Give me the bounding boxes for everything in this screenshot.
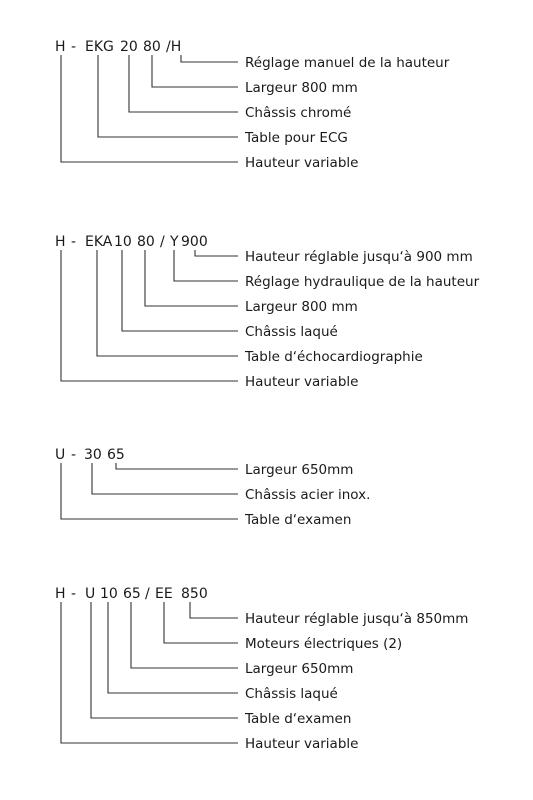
code-part: H	[55, 586, 66, 602]
item-label: Table d‘examen	[245, 711, 352, 727]
code-part: H	[55, 234, 66, 250]
connector-line	[108, 602, 238, 693]
item-label: Hauteur variable	[245, 155, 359, 171]
item-label: Hauteur réglable jusqu‘à 850mm	[245, 611, 469, 627]
connector-line	[181, 55, 238, 62]
item-label: Châssis laqué	[245, 686, 338, 702]
code-part: /	[160, 234, 165, 250]
diagram-3	[55, 447, 370, 528]
connector-line	[92, 463, 238, 494]
item-label: Table d‘examen	[245, 512, 352, 528]
code-part: 65	[123, 586, 141, 602]
connector-line	[131, 602, 238, 668]
code-part: 80	[143, 39, 161, 55]
connector-line	[174, 250, 238, 281]
code-part: H	[55, 39, 66, 55]
connector-line	[97, 250, 238, 356]
connector-line	[195, 250, 238, 256]
code-part: /H	[166, 39, 182, 55]
item-label: Hauteur réglable jusqu‘à 900 mm	[245, 249, 473, 265]
code-part: U	[85, 586, 96, 602]
connector-line	[122, 250, 238, 331]
connector-line	[129, 55, 238, 112]
connector-line	[152, 55, 238, 87]
item-label: Largeur 650mm	[245, 661, 354, 677]
code-part: -	[71, 234, 77, 250]
item-label: Largeur 800 mm	[245, 299, 358, 315]
diagram-1	[55, 39, 450, 171]
item-label: Hauteur variable	[245, 736, 359, 752]
code-part: EKA	[85, 234, 113, 250]
item-label: Réglage manuel de la hauteur	[245, 55, 450, 71]
code-part: EE	[155, 586, 173, 602]
code-part: 65	[107, 447, 125, 463]
code-part: 10	[100, 586, 118, 602]
code-part: Y	[170, 234, 179, 250]
code-part: -	[71, 586, 77, 602]
code-part: 30	[84, 447, 102, 463]
connector-line	[61, 463, 238, 519]
code-part: 900	[181, 234, 208, 250]
item-label: Châssis chromé	[245, 105, 352, 121]
code-part: 80	[137, 234, 155, 250]
code-part: -	[71, 447, 77, 463]
diagram-2	[55, 234, 480, 390]
connector-line	[164, 602, 238, 643]
item-label: Largeur 650mm	[245, 462, 354, 478]
code-part: 10	[114, 234, 132, 250]
item-label: Châssis acier inox.	[245, 487, 371, 503]
item-label: Table pour ECG	[245, 130, 348, 146]
item-label: Table d‘échocardiographie	[245, 349, 423, 365]
connector-line	[116, 463, 238, 469]
connector-line	[61, 250, 238, 381]
code-part: -	[71, 39, 77, 55]
code-part: 20	[120, 39, 138, 55]
item-label: Réglage hydraulique de la hauteur	[245, 274, 480, 290]
connector-line	[61, 55, 238, 162]
item-label: Moteurs électriques (2)	[245, 636, 403, 652]
code-part: /	[145, 586, 150, 602]
code-part: U	[55, 447, 66, 463]
connector-line	[61, 602, 238, 743]
connector-line	[145, 250, 238, 306]
item-label: Largeur 800 mm	[245, 80, 358, 96]
item-label: Hauteur variable	[245, 374, 359, 390]
code-part: EKG	[85, 39, 114, 55]
connector-line	[98, 55, 238, 137]
code-part: 850	[181, 586, 208, 602]
diagram-4	[55, 586, 468, 752]
item-label: Châssis laqué	[245, 324, 338, 340]
connector-line	[190, 602, 238, 618]
